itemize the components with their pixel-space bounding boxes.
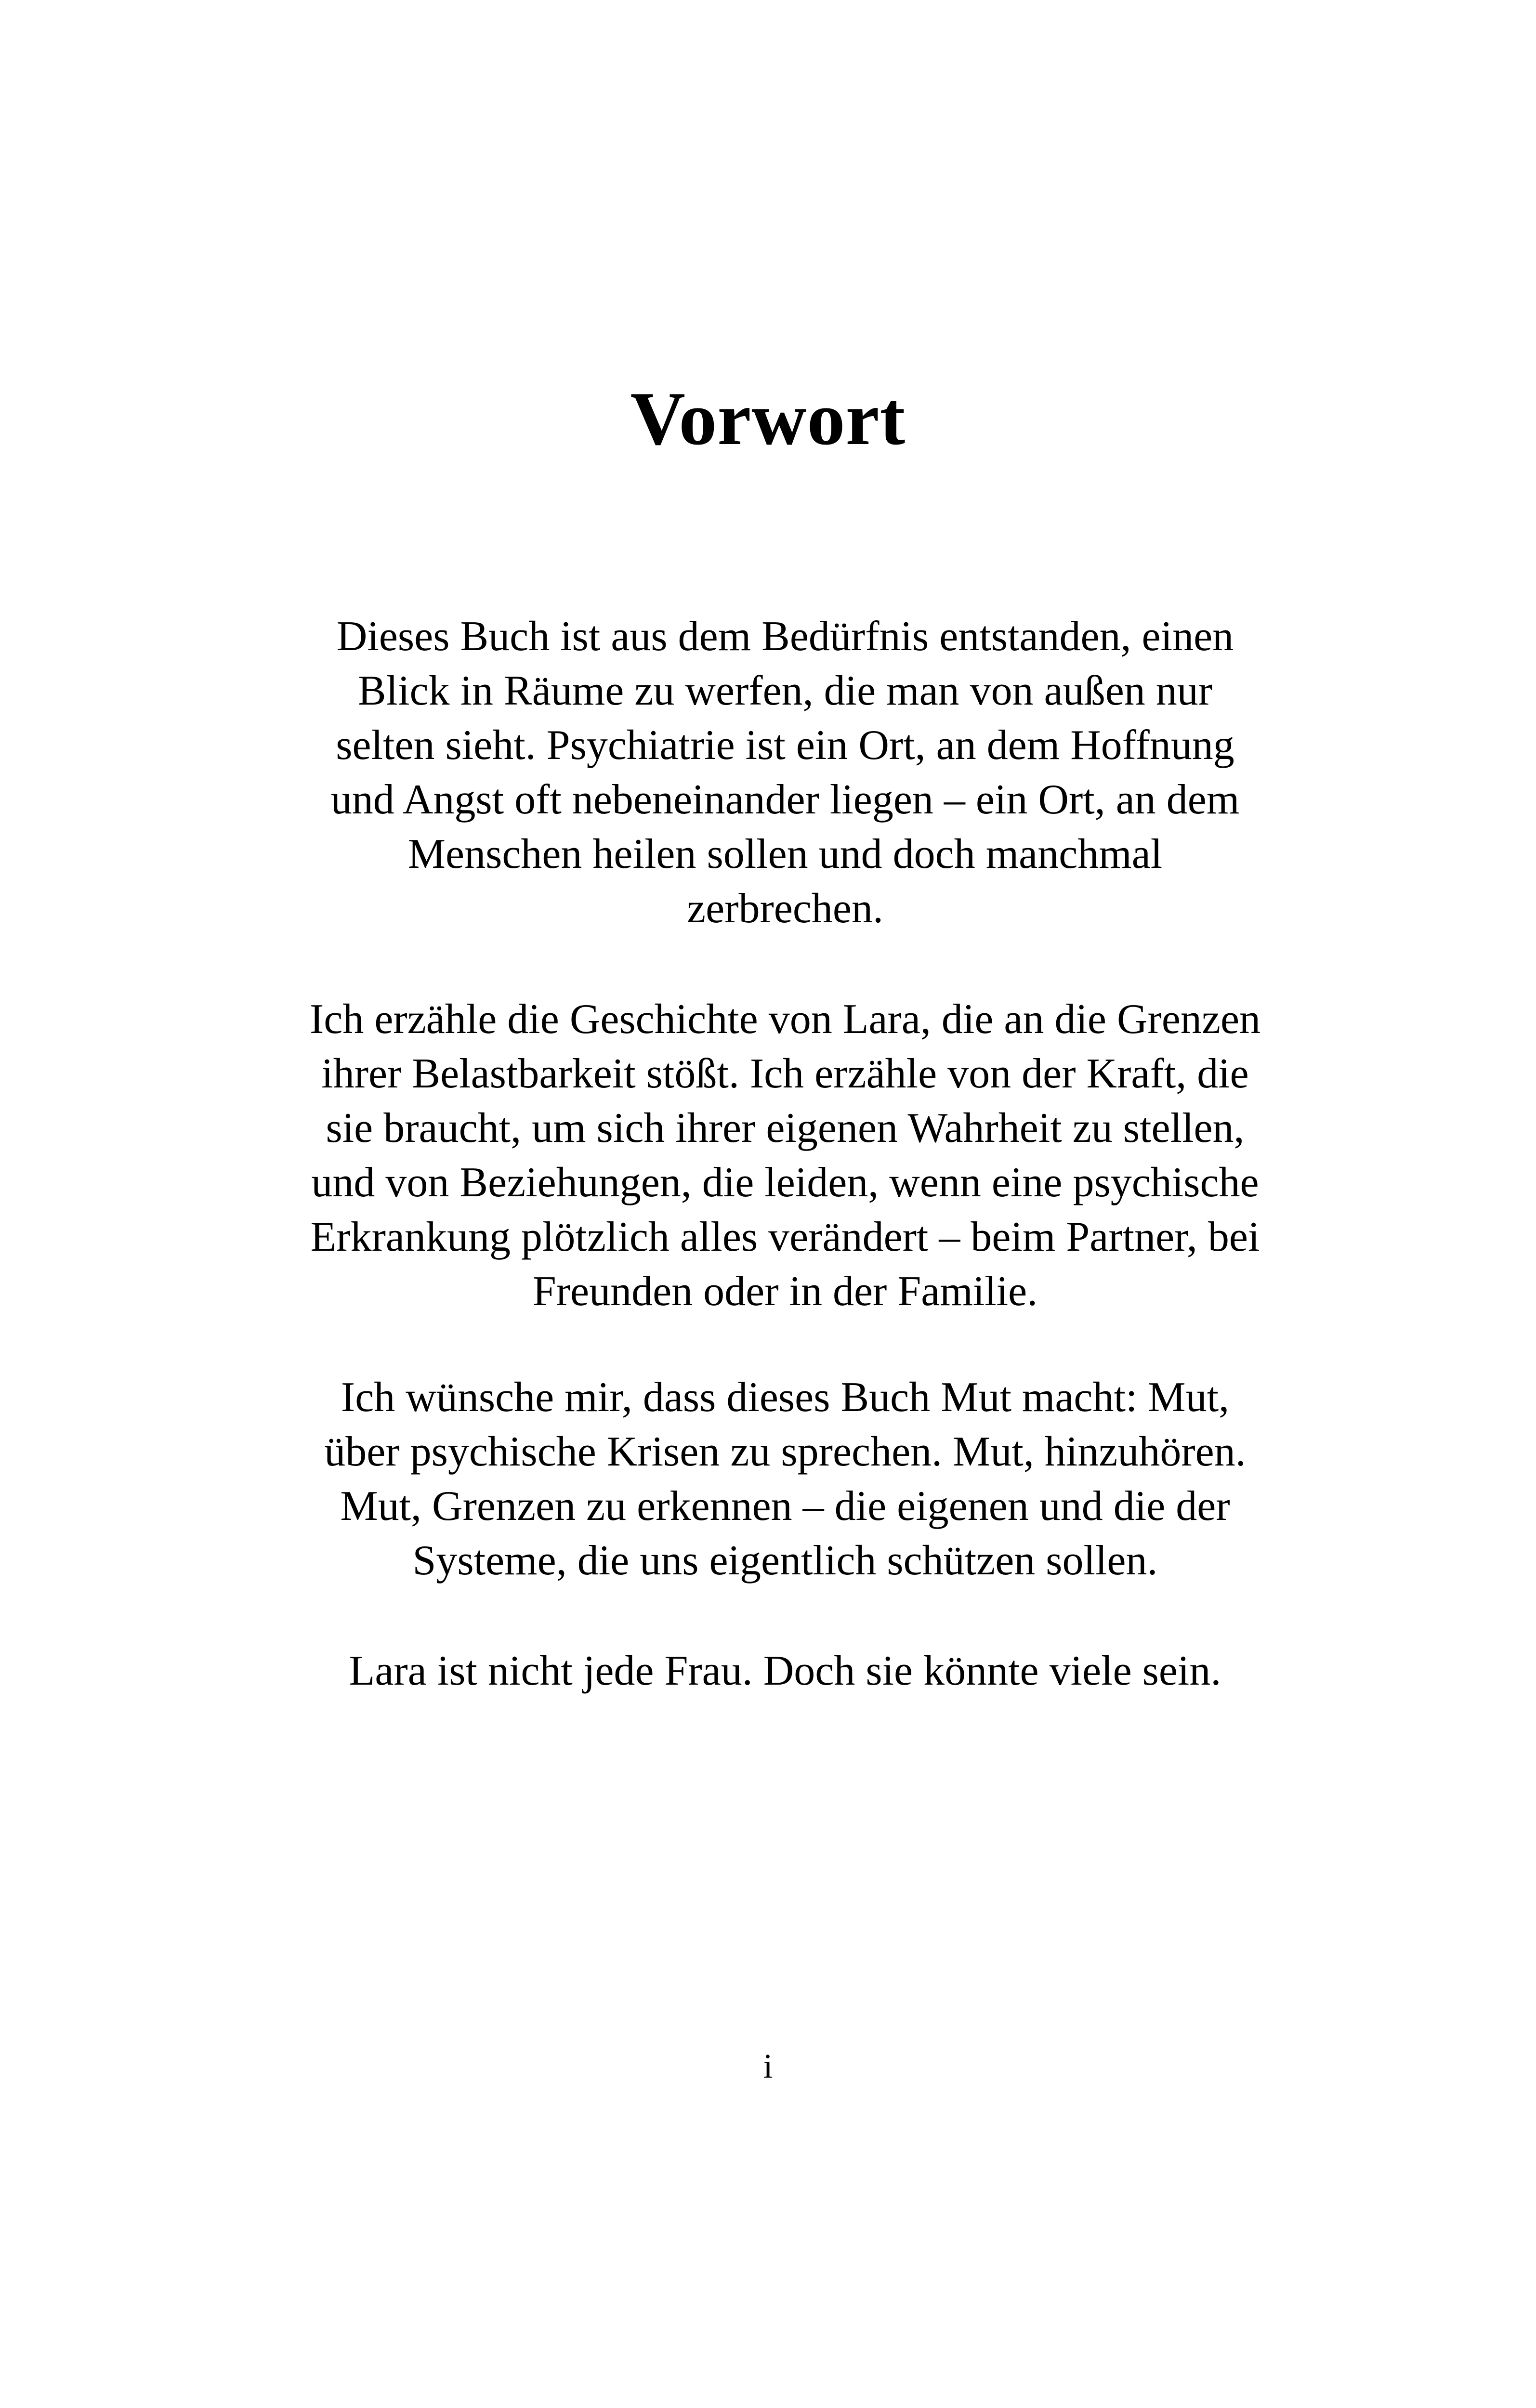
text-line: Freunden oder in der Familie. xyxy=(532,1268,1038,1315)
text-line: über psychische Krisen zu sprechen. Mut, hinzuhören. xyxy=(324,1428,1246,1475)
text-line: Blick in Räume zu werfen, die man von außen nur xyxy=(357,667,1213,714)
paragraph-3 xyxy=(202,1370,1368,1588)
text-line: Ich wünsche mir, dass dieses Buch Mut macht: Mut, xyxy=(341,1374,1230,1421)
text-line: und Angst oft nebeneinander liegen – ein Ort, an dem xyxy=(330,776,1240,823)
paragraph-4 xyxy=(202,1644,1368,1698)
chapter-title: Vorwort xyxy=(630,377,906,461)
text-line: Ich erzähle die Geschichte von Lara, die an die Grenzen xyxy=(309,996,1261,1043)
paragraph-1 xyxy=(202,609,1368,936)
text-line: Systeme, die uns eigentlich schützen sollen. xyxy=(412,1537,1158,1584)
page-number: i xyxy=(763,2047,773,2085)
text-line: und von Beziehungen, die leiden, wenn eine psychische xyxy=(311,1159,1259,1206)
text-line: Lara ist nicht jede Frau. Doch sie könnte viele sein. xyxy=(349,1648,1221,1694)
paragraph-2 xyxy=(202,992,1368,1319)
text-line: selten sieht. Psychiatrie ist ein Ort, an dem Hoffnung xyxy=(336,722,1234,769)
text-line: Mut, Grenzen zu erkennen – die eigenen und die der xyxy=(340,1483,1230,1530)
text-line: ihrer Belastbarkeit stößt. Ich erzähle von der Kraft, die xyxy=(321,1050,1249,1097)
text-line: sie braucht, um sich ihrer eigenen Wahrheit zu stellen, xyxy=(326,1105,1245,1152)
text-line: Erkrankung plötzlich alles verändert – beim Partner, bei xyxy=(310,1214,1260,1260)
text-line: Menschen heilen sollen und doch manchmal xyxy=(407,831,1163,877)
text-line: zerbrechen. xyxy=(687,885,883,932)
text-line: Dieses Buch ist aus dem Bedürfnis entstanden, einen xyxy=(336,613,1234,660)
